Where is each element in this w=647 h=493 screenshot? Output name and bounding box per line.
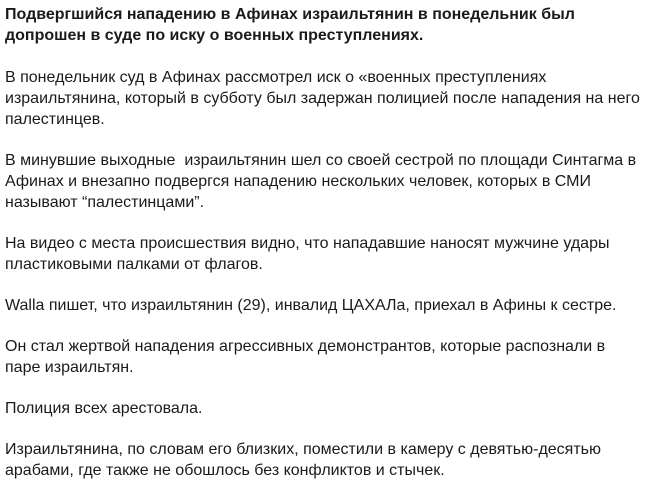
article-paragraph-4: Walla пишет, что израильтянин (29), инвалид ЦАХАЛа, приехал в Афины к сестре. — [5, 297, 617, 314]
article-paragraph-1: В понедельник суд в Афинах рассмотрел иск о «военных преступлениях израильтянина, который в субботу был задержан полицией после нападения на него палестинцев. — [5, 69, 645, 128]
article-headline: Подвергшийся нападению в Афинах израильтянин в понедельник был допрошен в суде по иску о военных преступлениях. — [5, 6, 575, 44]
article-paragraph-5: Он стал жертвой нападения агрессивных демонстрантов, которые распознали в паре израильтян. — [5, 338, 610, 376]
article-paragraph-6: Полиция всех арестовала. — [5, 400, 203, 417]
article-body — [5, 4, 643, 481]
article-paragraph-2: В минувшие выходные израильтянин шел со своей сестрой по площади Синтагма в Афинах и внезапно подвергся нападению нескольких человек, которых в СМИ называют “палестинцами”. — [5, 152, 641, 211]
article-paragraph-7: Израильтянина, по словам его близких, поместили в камеру с девятью-десятью арабами, где также не обошлось без конфликтов и стычек. — [5, 441, 606, 479]
article-paragraph-3: На видео с места происшествия видно, что нападавшие наносят мужчине удары пластиковыми палками от флагов. — [5, 235, 614, 273]
